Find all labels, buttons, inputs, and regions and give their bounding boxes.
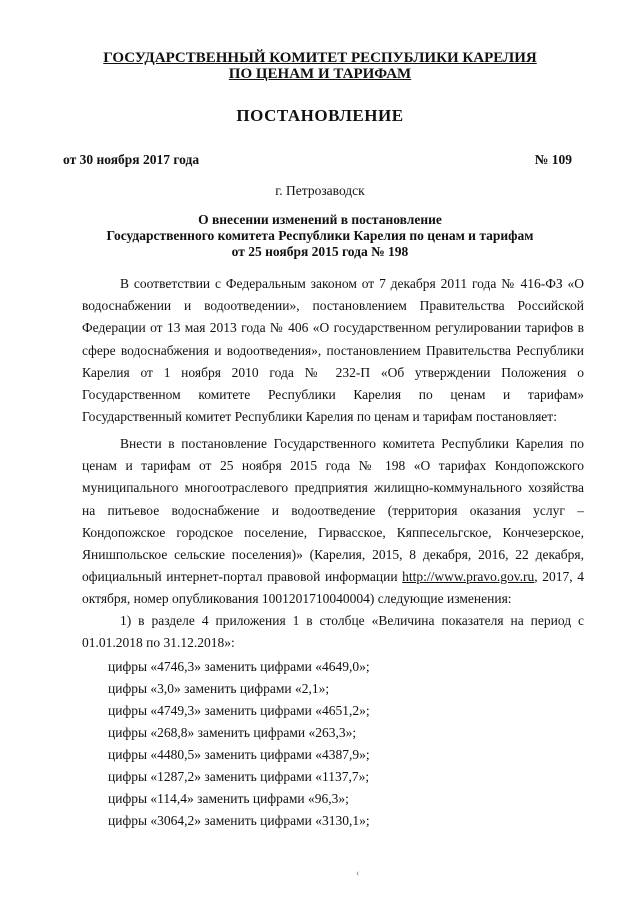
change-item: цифры «3064,2» заменить цифрами «3130,1»; [108,813,370,828]
change-item: цифры «4746,3» заменить цифрами «4649,0»; [108,659,370,674]
change-item: цифры «268,8» заменить цифрами «263,3»; [108,725,357,740]
paragraph-item-1: 1) в разделе 4 приложения 1 в столбце «Величина показателя на период с 01.01.2018 по 31.12.2018»: [82,613,584,651]
document-number: № 109 [534,152,572,167]
paragraph-preamble: В соответствии с Федеральным законом от 7 декабря 2011 года № 416-ФЗ «О водоснабжении и водоотведении», постановлением Правительства Российской Федерации от 13 мая 2013 года № 406 «О государственном регулировании тарифов в сфере водоснабжения и водоотведения», постановлением Правительства Республики Карелия от 1 ноября 2010 года № 232-П «Об утверждении Положения о Государственном комитете Республики Карелия по ценам и тарифам» Государственный комитет Республики Карелия по ценам и тарифам постановляет: [82,276,584,425]
amendment-text-start: Внести в постановление Государственного комитета Республики Карелия по ценам и тарифам от 25 ноября 2015 года № 198 «О тарифах Кондопожского муниципального многоотраслевого предприятия жилищно-коммунального хозяйства на питьевое водоснабжение и водоотведение (территория оказания услуг – Кондопожское городское поселение, Гирвасское, Кяппесельгское, Кончезерское, Янишпольское сельские поселения)» (Карелия, 2015, 8 декабря, 2016, 22 декабря, официальный интернет-портал правовой информации [82,436,584,585]
document-city: г. Петрозаводск [275,183,365,198]
page-mark: ‹ [356,868,360,879]
paragraph-amendment [82,433,584,611]
change-item: цифры «4480,5» заменить цифрами «4387,9»; [108,747,370,762]
change-item: цифры «3,0» заменить цифрами «2,1»; [108,681,330,696]
change-item: цифры «4749,3» заменить цифрами «4651,2»; [108,703,370,718]
document-date: от 30 ноября 2017 года [63,152,200,167]
change-item: цифры «1287,2» заменить цифрами «1137,7»; [108,769,370,784]
change-item: цифры «114,4» заменить цифрами «96,3»; [108,791,349,806]
pravo-link[interactable]: http://www.pravo.gov.ru [402,569,535,585]
org-name-line2: ПО ЦЕНАМ И ТАРИФАМ [228,66,412,82]
subject-line1: О внесении изменений в постановление [198,212,442,227]
subject-line2: Государственного комитета Республики Карелия по ценам и тарифам [106,228,534,243]
document-type-title: ПОСТАНОВЛЕНИЕ [236,106,404,125]
subject-line3: от 25 ноября 2015 года № 198 [231,244,409,259]
org-name-line1: ГОСУДАРСТВЕННЫЙ КОМИТЕТ РЕСПУБЛИКИ КАРЕЛИЯ [103,50,537,66]
amendment-text-end: , 2017, 4 октября, номер опубликования 1001201710040004) следующие изменения: [82,569,584,607]
